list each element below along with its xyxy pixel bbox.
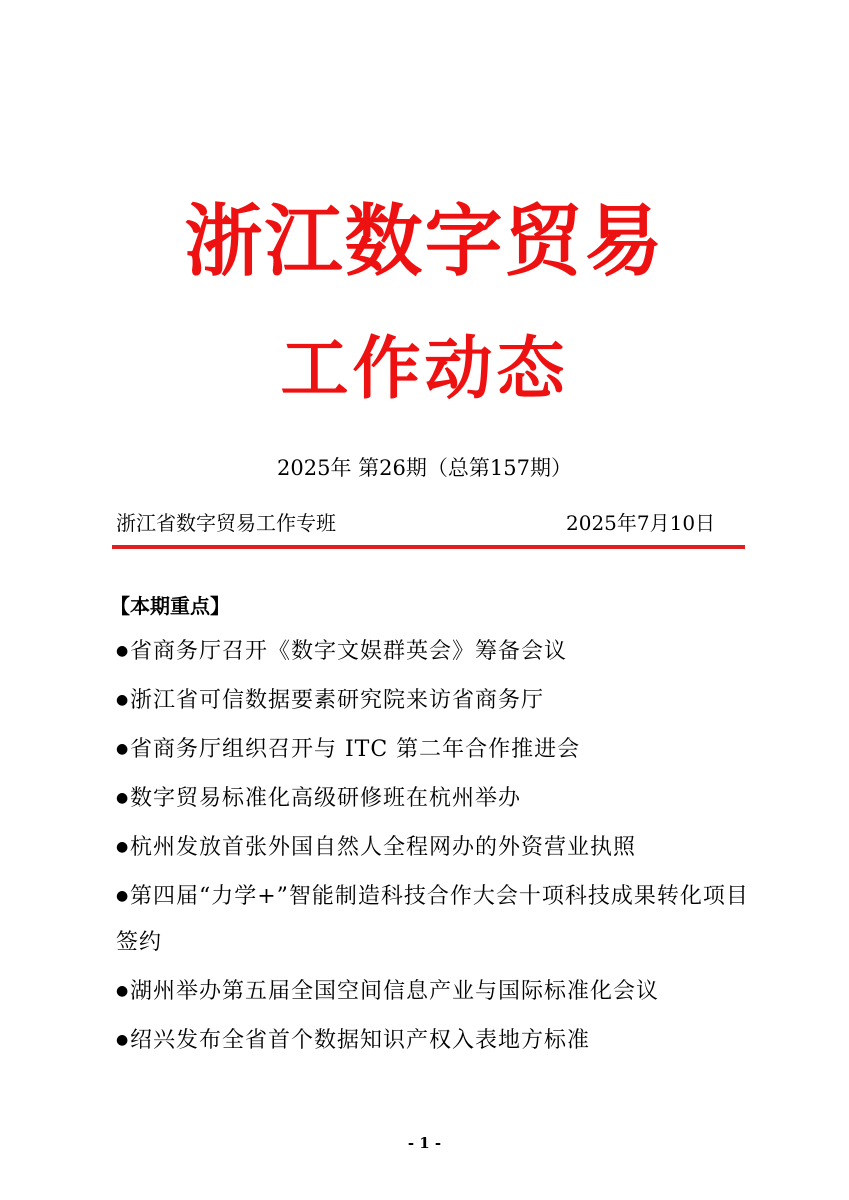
highlight-item <box>116 1017 756 1064</box>
highlight-text: 杭州发放首张外国自然人全程网办的外资营业执照 <box>130 835 637 860</box>
bullet-icon: ● <box>116 790 130 806</box>
highlight-text: 省商务厅召开《数字文娱群英会》筹备会议 <box>130 639 568 664</box>
highlight-item <box>116 824 756 871</box>
publication-title: 浙江数字贸易 <box>184 197 665 287</box>
publication-subtitle: 工作动态 <box>280 330 569 409</box>
highlights-list <box>116 628 756 1064</box>
highlight-item <box>116 873 756 966</box>
highlight-item <box>116 775 756 822</box>
highlight-text: 省商务厅组织召开与 ITC 第二年合作推进会 <box>130 737 581 762</box>
bullet-icon: ● <box>116 741 130 757</box>
page-number: - 1 - <box>407 1134 442 1152</box>
highlight-item <box>116 968 756 1015</box>
highlights-heading: 【本期重点】 <box>110 594 230 618</box>
publisher-name: 浙江省数字贸易工作专班 <box>116 511 336 535</box>
highlight-text: 第四届“力学+”智能制造科技合作大会十项科技成果转化项目签约 <box>116 884 749 955</box>
header-divider <box>112 545 745 549</box>
bullet-icon: ● <box>116 839 130 855</box>
highlight-text: 湖州举办第五届全国空间信息产业与国际标准化会议 <box>130 979 660 1004</box>
bullet-icon: ● <box>116 692 130 708</box>
bullet-icon: ● <box>116 983 130 999</box>
highlight-item <box>116 726 756 773</box>
publication-date: 2025年7月10日 <box>566 511 716 535</box>
highlight-text: 浙江省可信数据要素研究院来访省商务厅 <box>130 688 545 713</box>
highlight-item <box>116 677 756 724</box>
bullet-icon: ● <box>116 643 130 659</box>
bullet-icon: ● <box>116 1032 130 1048</box>
highlight-text: 数字贸易标准化高级研修班在杭州举办 <box>130 786 522 811</box>
bullet-icon: ● <box>116 888 130 904</box>
issue-number: 2025年 第26期（总第157期） <box>277 456 572 480</box>
highlight-item <box>116 628 756 675</box>
publisher-row <box>116 508 744 538</box>
highlight-text: 绍兴发布全省首个数据知识产权入表地方标准 <box>130 1028 591 1053</box>
highlights-section <box>110 586 756 1064</box>
